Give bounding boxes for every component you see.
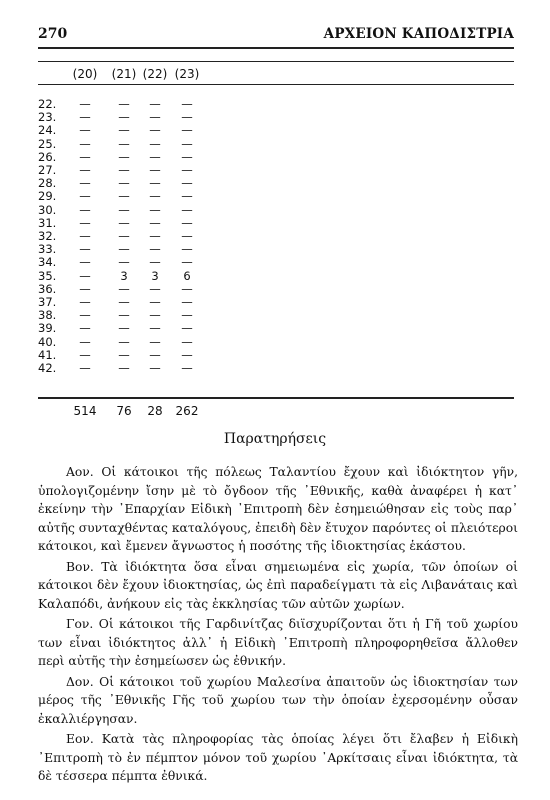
row-number: 33. [38,242,57,257]
table-cell: — [181,202,193,217]
table-cell: — [149,334,161,349]
notes-title: Παρατηρήσεις [223,431,327,447]
table-cell: — [79,149,91,164]
table-row [0,203,550,216]
table-cell: — [181,295,193,309]
table-row [0,229,550,242]
table-row [0,97,550,110]
table-cell: — [79,268,91,283]
total-cell: 262 [175,404,199,418]
table-cell: — [118,215,130,230]
row-number: 36. [38,281,57,296]
table-row [0,335,550,348]
row-number: 25. [38,136,57,151]
total-cell: 28 [147,404,163,418]
column-header: (22) [142,67,168,81]
table-row [0,123,550,136]
row-number: 27. [38,163,57,177]
table-cell: — [79,136,91,151]
row-number: 23. [38,110,57,125]
table-cell: — [79,176,91,191]
table-cell: — [181,334,193,349]
table-cell: — [149,347,161,362]
table-cell: — [118,163,130,177]
table-row [0,282,550,295]
row-number: 24. [38,123,57,138]
table-cell: — [79,308,91,323]
table-cell: — [181,347,193,362]
table-row [0,321,550,334]
column-header: (21) [111,67,137,81]
table-cell: — [118,149,130,164]
table-top-rule [38,61,514,62]
table-cell: — [118,136,130,151]
table-cell: — [79,295,91,309]
table-cell: — [118,361,130,375]
table-cell: — [79,255,91,270]
table-row [0,189,550,202]
row-number: 42. [38,361,57,375]
table-cell: — [79,189,91,204]
table-cell: — [118,295,130,309]
row-number: 32. [38,229,57,243]
table-cell: — [79,334,91,349]
table-cell: — [149,202,161,217]
page-header [38,26,514,44]
table-cell: — [181,136,193,151]
running-title: ΑΡΧΕΙΟΝ ΚΑΠΟΔΙΣΤΡΙΑ [323,26,514,42]
column-header-rule [38,84,514,85]
table-cell: — [149,215,161,230]
table-cell: — [118,176,130,191]
row-number: 29. [38,189,57,204]
table-cell: — [181,242,193,257]
table-cell: — [181,189,193,204]
row-number: 40. [38,334,57,349]
row-number: 28. [38,176,57,191]
table-cell: — [149,255,161,270]
table-cell: — [149,361,161,375]
note-paragraph: Γον. Οἱ κάτοικοι τῆς Γαρδινίτζας διϊσχυρίζονται ὅτι ἡ Γῆ τοῦ χωρίου των εἶναι ἰδιόκτητος ἀλλ᾿ ἡ Εἰδικὴ ᾿Επιτροπὴ πληροφορηθεῖσα ἄλλοθεν περὶ αὐτῆς τὴν ἐσημείωσεν ὡς ἐθνικήν. [38,617,518,668]
table-cell: — [181,215,193,230]
table-cell: — [181,361,193,375]
table-cell: — [149,308,161,323]
table-cell: — [79,163,91,177]
table-cell: — [79,242,91,257]
table-row [0,137,550,150]
table-cell: — [149,176,161,191]
table-cell: 6 [183,268,191,283]
row-number: 34. [38,255,57,270]
table-cell: — [79,321,91,336]
table-row [0,348,550,361]
table-row [0,308,550,321]
table-cell: — [118,123,130,138]
page-number: 270 [38,26,68,42]
table-cell: — [79,97,91,111]
row-number: 31. [38,215,57,230]
total-cell: 514 [73,404,97,418]
total-cell: 76 [116,404,132,418]
table-cell: — [79,347,91,362]
table-cell: — [149,97,161,111]
table-row [0,110,550,123]
column-header: (23) [174,67,200,81]
note-paragraph: Βον. Τὰ ἰδιόκτητα ὅσα εἶναι σημειωμένα εἰς χωρία, τῶν ὁποίων οἱ κάτοικοι δὲν ἔχουν ἰδιοκτησίας, ὡς ἐπὶ παραδείγματι τὰ εἰς Λιβανάταις καὶ Καλαπόδι, ἀνήκουν εἰς τὰς ἐκκλησίας τῶν αὐτῶν χωρίων. [38,559,518,611]
table-cell: — [118,189,130,204]
table-cell: — [118,321,130,336]
table-cell: — [181,308,193,323]
table-cell: — [181,110,193,125]
table-cell: — [79,229,91,243]
totals-row [0,404,550,417]
table-cell: — [181,229,193,243]
table-cell: — [118,281,130,296]
table-row [0,163,550,176]
table-cell: — [118,229,130,243]
row-number: 38. [38,308,57,323]
column-header: (20) [72,67,98,81]
row-number: 26. [38,149,57,164]
table-row [0,242,550,255]
table-cell: — [181,163,193,177]
table-row [0,255,550,268]
table-row [0,269,550,282]
table-cell: — [149,123,161,138]
table-cell: — [79,110,91,125]
table-cell: — [149,189,161,204]
header-rule [38,47,514,49]
table-cell: — [181,321,193,336]
table-cell: — [118,110,130,125]
table-cell: — [181,281,193,296]
row-number: 39. [38,321,57,336]
table-cell: — [118,347,130,362]
row-number: 41. [38,347,57,362]
table-cell: — [118,255,130,270]
table-cell: — [149,149,161,164]
table-cell: — [118,308,130,323]
table-cell: — [118,202,130,217]
table-cell: — [118,242,130,257]
table-cell: — [181,255,193,270]
table-row [0,216,550,229]
table-cell: — [149,163,161,177]
table-cell: — [181,149,193,164]
note-paragraph: Εον. Κατὰ τὰς πληροφορίας τὰς ὁποίας λέγει ὅτι ἔλαβεν ἡ Εἰδικὴ ᾿Επιτροπὴ τὸ ἐν πέμπτον μόνον τοῦ χωρίου ᾿Αρκίτσαις εἶναι ἰδιόκτητα, τὰ δὲ τέσσερα πέμπτα ἐθνικά. [38,732,518,783]
table-cell: — [181,123,193,138]
table-cell: — [181,176,193,191]
table-cell: — [79,215,91,230]
table-cell: — [181,97,193,111]
table-cell: — [118,334,130,349]
table-cell: — [149,295,161,309]
table-row [0,361,550,374]
table-row [0,176,550,189]
table-cell: 3 [151,268,159,283]
row-number: 30. [38,202,57,217]
totals-rule [38,397,514,399]
table-cell: — [149,229,161,243]
table-cell: — [118,97,130,111]
table-cell: — [79,361,91,375]
row-number: 37. [38,295,57,309]
notes-body [38,463,518,788]
table-cell: — [149,136,161,151]
row-number: 35. [38,268,57,283]
table-cell: — [79,202,91,217]
table-cell: — [149,242,161,257]
table-cell: — [79,123,91,138]
table-cell: — [149,321,161,336]
table-cell: — [149,281,161,296]
note-paragraph: Αον. Οἱ κάτοικοι τῆς πόλεως Ταλαντίου ἔχουν καὶ ἰδιόκτητον γῆν, ὑπολογιζομένην ἴσην μὲ τὸ ὄγδοον τῆς ᾿Εθνικῆς, καθὰ ἀναφέρει ἡ κατ᾿ ἐκείνην τὴν ᾿Επαρχίαν Εἰδικὴ ᾿Επιτροπὴ δὲν ἐσημειώθησαν εἰς τοὺς παρ᾿ αὐτῆς συνταχθέντας καταλόγους, ἐπειδὴ δὲν ἔτυχον παρόντες οἱ πλειότεροι κάτοικοι, καὶ ἔμενεν ἄγνωστος ἡ ποσότης τῆς ἰδιοκτησίας ἑκάστου. [38,465,518,553]
table-cell: — [149,110,161,125]
table-row [0,150,550,163]
table-cell: — [79,281,91,296]
table-row [0,295,550,308]
row-number: 22. [38,97,57,111]
note-paragraph: Δον. Οἱ κάτοικοι τοῦ χωρίου Μαλεσίνα ἀπαιτοῦν ὡς ἰδιοκτησίαν των μέρος τῆς ᾿Εθνικῆς Γῆς τοῦ χωρίου των τὴν ὁποίαν ἐχερσομένην οὖσαν ἐκαλλιέργησαν. [38,674,518,726]
table-cell: 3 [120,268,128,283]
